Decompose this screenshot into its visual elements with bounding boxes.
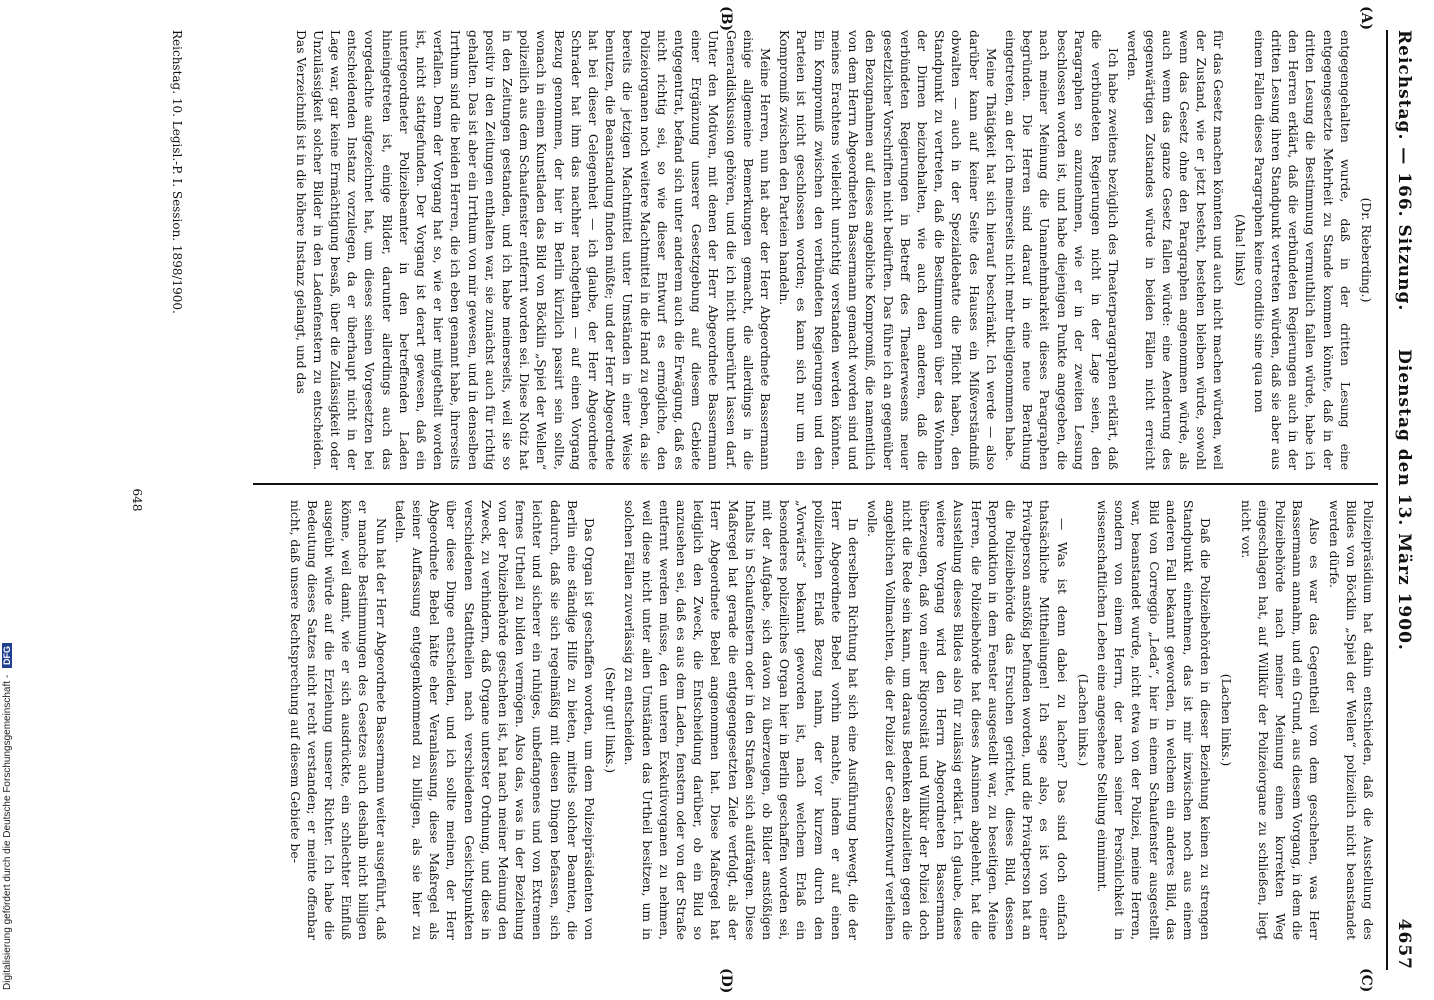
interjection: (Sehr gut! links.) [603,666,618,774]
interjection: (Lachen links.) [1219,673,1234,767]
paragraph: Meine Thätigkeit hat sich hierauf beschränkt. Ich werde — also darüber kann auf keiner Seite des Hauses ein Mißverständniß obwalten — auch in der Spezialdebatte die Pflicht haben, den Standpunkt zu vertreten, daß die Bestimmungen über das Wohnen der Dirnen beizubehalten, wie auch den anderen, daß die verbündeten Regierungen in Betreff des Theaterwesens neuer gesetzlicher Vorschriften nicht bedürften. Das führe ich an gegenüber den Bezugnahmen auf dieses angebliche Kompromiß, die namentlich von dem Herrn Abgeordneten Bassermann gemacht worden sind und meines Erachtens vielleicht unrichtig verstanden werden könnten. Ein Kompromiß zwischen den verbündeten Regierungen und den Parteien ist nicht geschlossen worden; es kann sich nur um ein Kompromiß zwischen den Parteien handeln. [777,30,998,470]
interjection: (Aha! links) [1232,213,1247,287]
paragraph: Nun hat der Herr Abgeordnete Bassermann weiter ausgeführt, daß er manche Bestimmungen des Gesetzes auch deshalb nicht billigen könne, weil damit, wie er sich ausdrückte, ein schlechter Einfluß ausgeübt würde auf die Erziehung unserer Richter. Ich habe die Bedeutung dieses Satzes nicht recht verstanden; er meinte offenbar nicht, daß unsere Rechtsprechung auf diesem Gebiete be- [287,500,388,940]
digitization-credit [2,610,16,990]
paragraph: In derselben Richtung hat sich eine Ausführung bewegt, die der Herr Abgeordnete Bebel vorhin machte, indem er auf einen polizeilichen Erlaß Bezug nahm, der vor kurzem durch den „Vorwärts“ bekannt geworden ist, nach welchem Erlaß ein besonderes polizeiliches Organ hier in Berlin geschaffen worden sei, mit der Aufgabe, sich davon zu überzeugen, ob Bilder anstößigen Inhalts in Schaufenstern oder in den Straßen sich aufdrängen. Diese Maßregel hat gerade die entgegengesetzten Ziele verfolgt, als der Herr Abgeordnete Bebel angenommen hat. Diese Maßregel hat lediglich den Zweck, die Entscheidung darüber, ob ein Bild so anzusehen sei, daß es aus dem Laden, fenstern oder von der Straße entfernt werden müsse, den unteren Exekutivorganen zu nehmen, weil diese nicht unter allen Umständen das Urtheil besitzen, um in solchen Fällen zuverlässig zu entscheiden. [622,500,861,940]
right-column [283,500,1376,940]
left-column [289,30,1376,470]
paragraph: entgegengehalten wurde, daß in der dritten Lesung eine entgegengesetzte Mehrheit zu Stande kommen könnte, daß in der dritten Lesung die Bestimmung vermuthlich fallen würde, habe ich den Herren erklärt, daß die verbündeten Regierungen auch in der dritten Lesung ihren Standpunkt vertreten würden, daß sie aber aus einem Fallen dieses Paragraphen keine conditio sine qua non [1251,30,1352,470]
header-date: Dienstag den 13. März 1900. [1394,349,1414,651]
paragraph: Polizeipräsidium hat dahin entschieden, daß die Ausstellung des Bildes von Böcklin „Spiel der Wellen“ polizeilich nicht beanstandet werden dürfe. [1326,500,1375,940]
paragraph: Daß die Polizeibehörden in dieser Beziehung keinen zu strengen Standpunkt einnehmen, das ist mir inzwischen noch aus einem anderen Fall bekannt geworden, in welchem ein anderes Bild, das Bild von Correggio „Leda“, hier in einem Schaufenster ausgestellt war, beanstandet wurde, nicht etwa von der Polizei, meine Herren, sondern von einem Herrn, der nach seiner Persönlichkeit in wissenschaftlichen Leben eine angesehene Stellung einnimmt. [1094,500,1213,940]
paragraph: — Was ist denn dabei zu lachen? Das sind doch einfach thatsächliche Mittheilungen! Ich sage also, es ist von einer Privatperson anstößig befunden worden, und die Privatperson hat an die Polizeibehörde das Ersuchen gerichtet, dieses Bild, dessen Reproduktion in dem Fenster ausgestellt war, zu beseitigen. Meine Herren, die Polizeibehörde hat dieses Ansinnen abgelehnt, hat die Ausstellung dieses Bildes also für zulässig erklärt. Ich glaube, diese weitere Vorgang wird den Herrn Abgeordneten Bassermann überzeugen, daß von einer Rigorosität und Willkür der Polizei doch nicht die Rede sein kann, um daraus Bedenken abzuleiten gegen die angeblichen Vollmachten, die der Polizei der Gesetzentwurf verleihen wolle. [865,500,1069,940]
margin-marker-d: (D) [718,968,734,994]
paragraph: Das Organ ist geschaffen worden, um dem Polizeipräsidenten von Berlin eine ständige Hilfe zu bieten, mittels solcher Beamten, die dadurch, daß sie sich regelmäßig mit diesen Dingen befassen, sich leichter und sicherer ein ruhiges, unbefangenes und von Extremen fernes Urtheil zu bilden vermögen. Also das, was in der Beziehung von der Polizeibehörde geschehen ist, hat nach meiner Meinung den Zweck, zu verhindern, daß Organe unterster Ordnung, und diese in verschiedenen Stadttheilen nach verschiedenen Gesichtspunkten über diese Dinge entscheiden, und ich sollte meinen, der Herr Abgeordnete Bebel hätte eher Veranlassung, diese Maßregel als seiner Auffassung entgegenkommend zu billigen, als sie hier zu tadeln. [392,500,597,940]
rotated-page [54,0,1434,1000]
margin-marker-b: (B) [718,6,734,32]
margin-marker-a: (A) [1358,6,1374,31]
header-left: Reichstag. — 166. Sitzung. [1394,30,1414,312]
margin-marker-c: (C) [1358,968,1374,993]
paragraph: Meine Herren, nun hat aber der Herr Abgeordnete Bassermann einige allgemeine Bemerkungen gemacht, die allerdings in die Generaldiskussion gehören, und die ich nicht unberührt lassen darf. Unter den Motiven, mit denen der Herr Abgeordnete Bassermann einer Ergänzung unserer Gesetzgebung auf diesem Gebiete entgegentrat, befand sich unter anderem auch die Erwägung, daß es nicht richtig sei, so wie dieser Entwurf es ermögliche, den Polizeiorganen noch weitere Machtmittel in die Hand zu geben, da sie bereits die jetzigen Machtmittel unter Umständen in einer Weise benutzen, die Beanstandung finden müßte; und der Herr Abgeordnete hat bei dieser Gelegenheit — ich glaube, der Herr Abgeordnete Schrader hat ihm das nachher nachgethan — auf einen Vorgang Bezug genommen, der hier in Berlin kürzlich passirt sein sollte, wonach in einem Kunstladen das Bild von Böcklin „Spiel der Wellen“ polizeilich aus dem Schaufenster entfernt worden sei. Diese Notiz hat in den Zeitungen gestanden, und ich habe meinerseits, weil sie so positiv in den Zeitungen enthalten war, sie zunächst auch für richtig gehalten. Das ist aber ein Irrthum von mir gewesen, und in denselben Irrthum sind die beiden Herren, die ich eben genannt habe, ihrerseits verfallen. Denn der Vorgang hat so, wie er hier mitgetheilt worden ist, nicht stattgefunden. Der Vorgang ist derart gewesen, daß ein untergeordneter Polizeibeamter in den betreffenden Laden hineingetreten ist, einige Bilder, darunter allerdings auch das vorgedachte aufgezeichnet hat, um dieses seinen Vorgesetzten bei entscheidenden Instanz vorzulegen, da er überhaupt nicht in der Lage war, gar keine Ermächtigung besaß, über die Zulässigkeit oder Unzulässigkeit solcher Bilder in den Ladenfenstern zu entscheiden. Das Verzeichniß ist in die höhere Instanz gelangt, und das [293,30,773,470]
dfg-logo: DFG [2,643,12,668]
paragraph: Also es war das Gegentheil von dem geschehen, was Herr Bassermann annahm, und ein Grund, aus diesem Vorgang, in dem die Polizeibehörde nach meiner Meinung einen korrekten Weg eingeschlagen hat, auf Willkür der Polizeiorgane zu schließen, liegt nicht vor. [1238,500,1322,940]
interjection: (Lachen links.) [1075,673,1090,767]
bottom-page-number: 648 [130,488,144,512]
page-header [1386,30,1416,970]
paragraph: für das Gesetz machen könnten und auch nicht machen würden, weil der Zustand, wie er jetzt besteht, bestehen bleiben würde, sowohl wenn das Gesetz ohne den Paragraphen angenommen würde, als auch wenn das ganze Gesetz fallen würde: eine Aenderung des gegenwärtigen Zustandes würde in beiden Fällen nicht erreicht werden. [1125,30,1226,470]
credit-text: Digitalisierung gefördert durch die Deutsche Forschungsgemeinschaft - [2,674,13,990]
session-footer: Reichstag. 10. Legisl.-P. I. Session. 1898/1900. [170,30,184,314]
header-page-number: 4657 [1394,918,1414,970]
paragraph: Ich habe zweitens bezüglich des Theaterparagraphen erklärt, daß die verbündeten Regierungen nicht in der Lage seien, den Paragraphen so anzunehmen, wie er in der zweiten Lesung beschlossen worden ist, und habe diejenigen Punkte angegeben, die nach meiner Meinung die Unannehmbarkeit dieses Paragraphen begründen. Die Herren sind darauf in eine neue Berathung eingetreten, an der ich meinerseits nicht mehr theilgenommen habe. [1002,30,1121,470]
speaker-label: (Dr. Rieberding.) [1359,197,1373,303]
column-divider [253,483,1378,485]
